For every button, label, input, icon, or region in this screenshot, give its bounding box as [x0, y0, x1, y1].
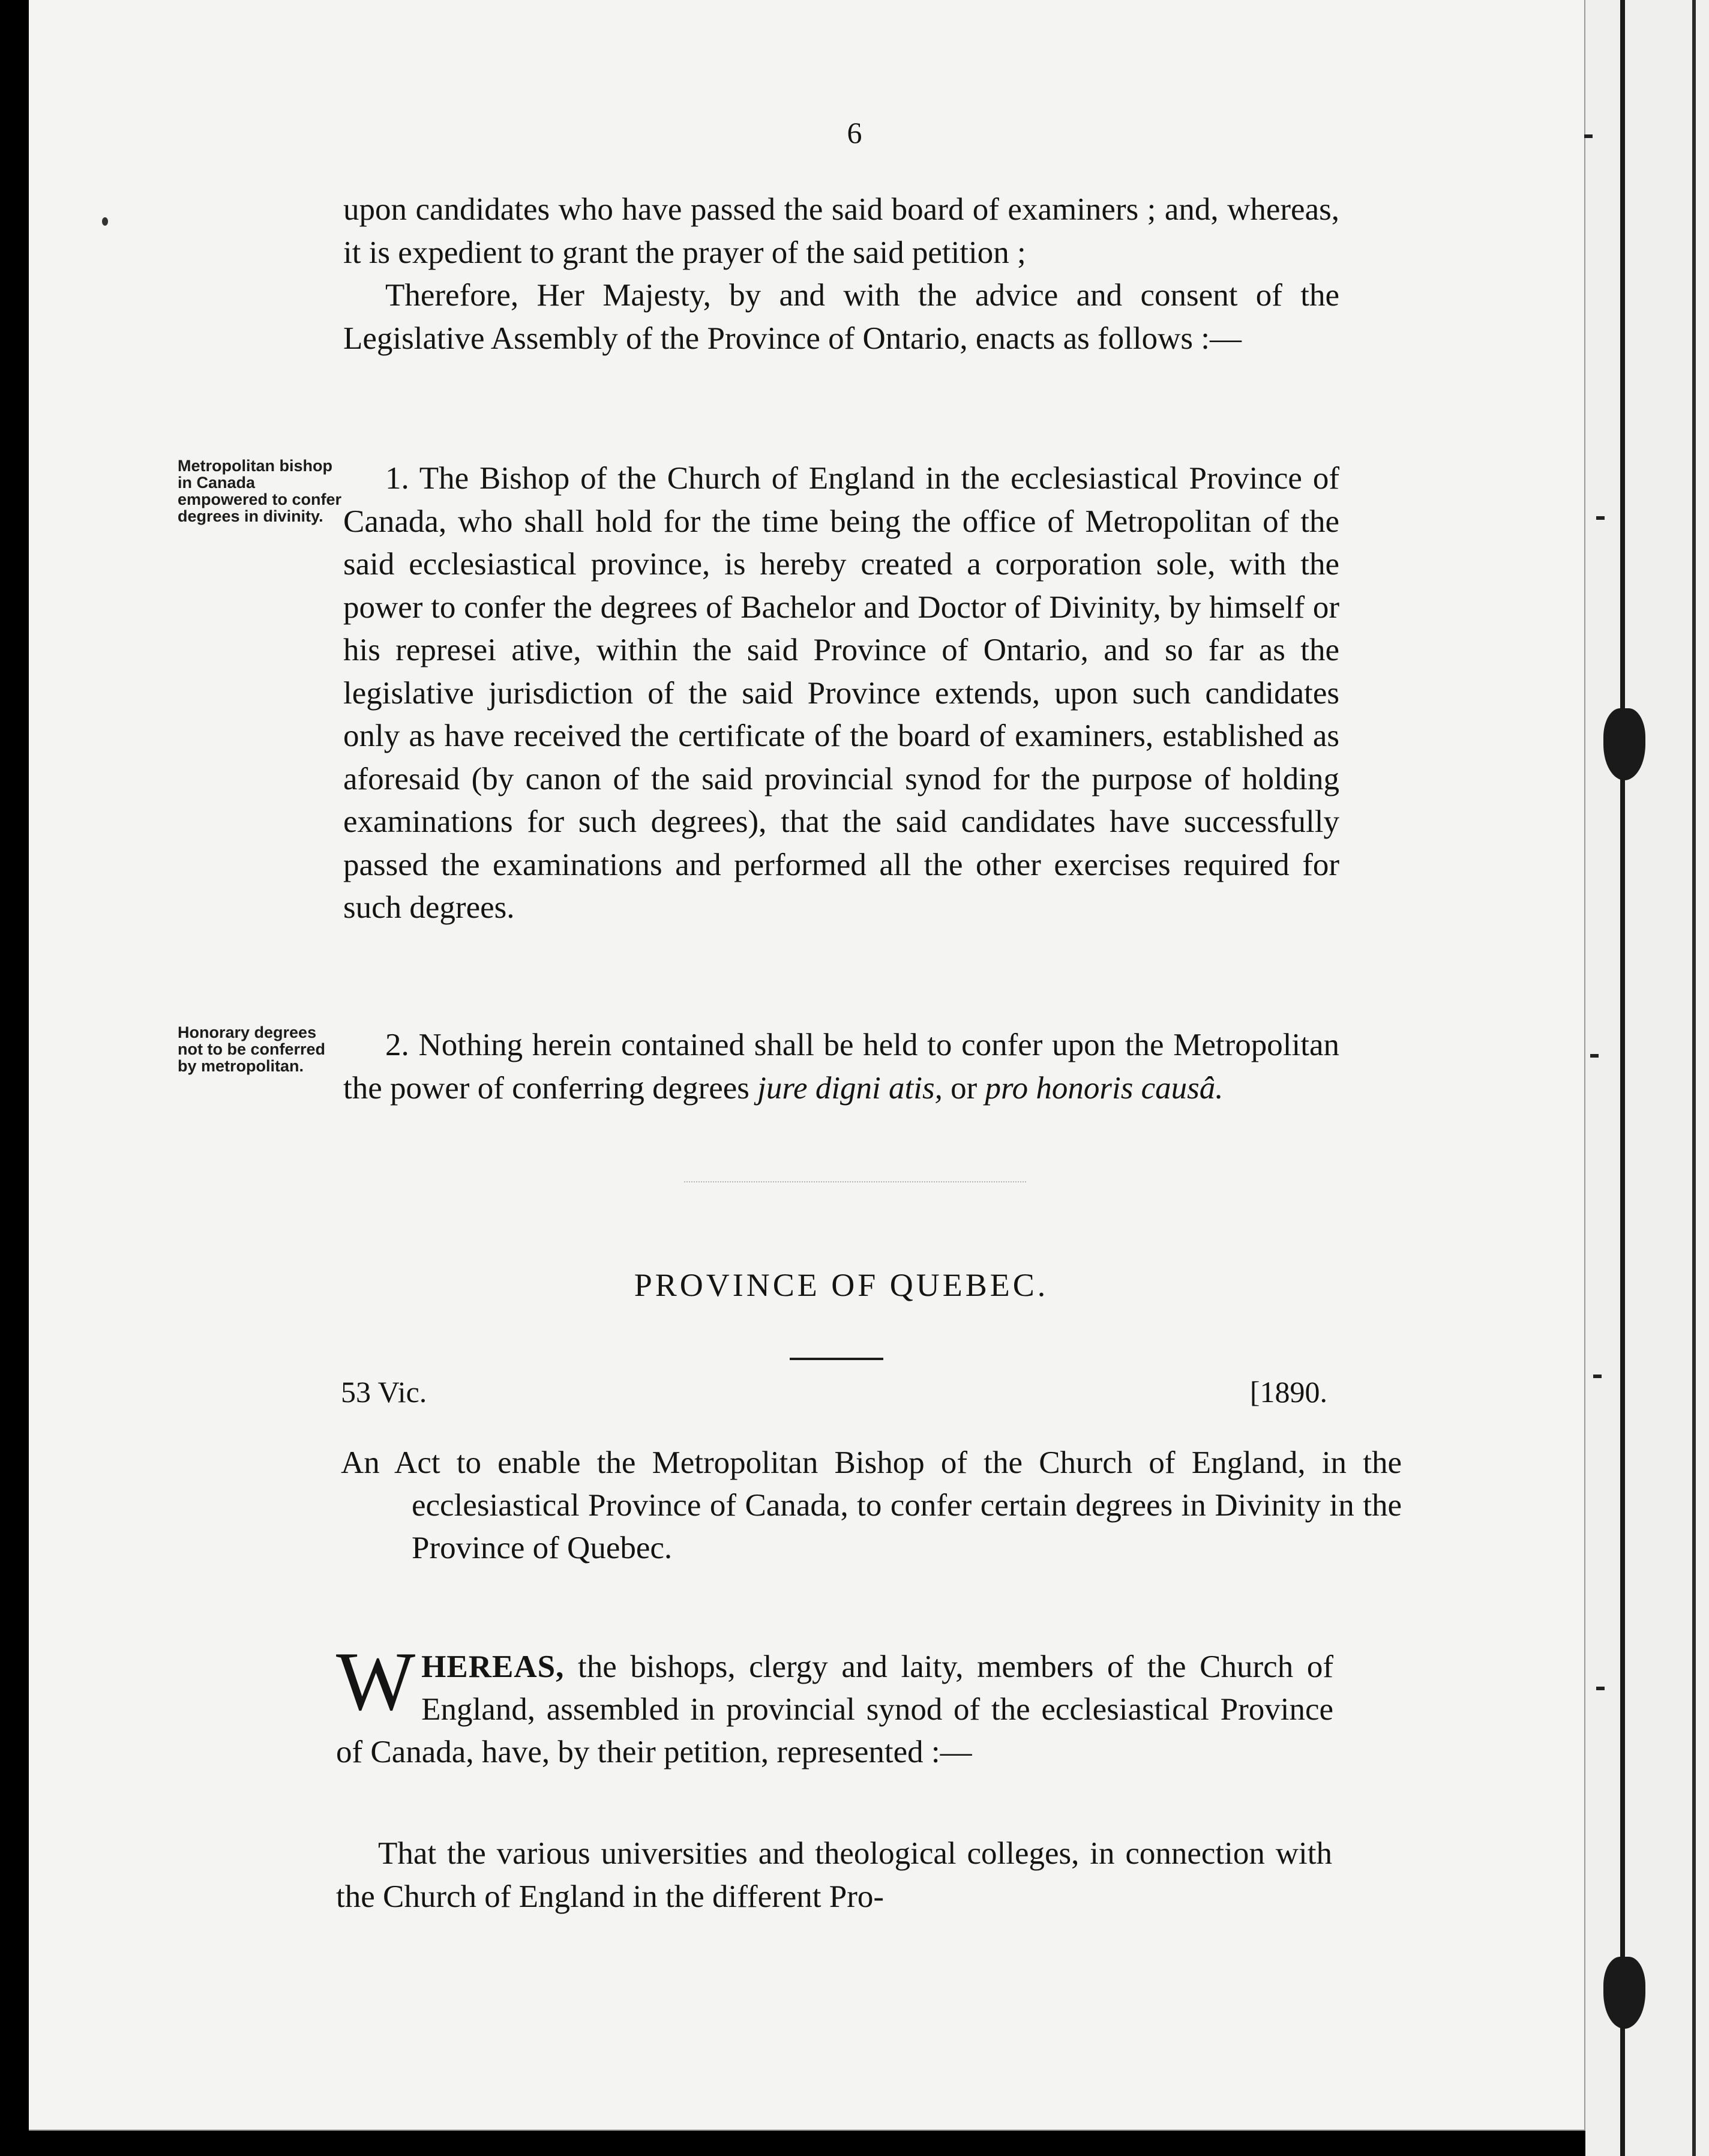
binding-edge-line-outer — [1692, 0, 1696, 2156]
preamble — [343, 188, 1339, 360]
whereas-first-word: HEREAS, — [421, 1649, 565, 1684]
regnal-year: 53 Vic. — [341, 1375, 427, 1409]
whereas-paragraph — [336, 1635, 1333, 1774]
page-number: 6 — [847, 116, 862, 149]
scan-speck — [102, 217, 108, 226]
heading-rule — [790, 1358, 883, 1360]
edge-mark — [1596, 516, 1605, 520]
section-2-text: 2. Nothing herein contained shall be held to confer upon the Metropolitan the power of conferring degrees jure digni atis, or pro honoris causâ. — [343, 1028, 1339, 1106]
section-divider — [684, 1181, 1026, 1182]
edge-mark — [1584, 134, 1593, 138]
section-1-text: 1. The Bishop of the Church of England in the ecclesiastical Province of Canada, who shall hold for the time being the office of Metropolitan of the said ecclesiastical province, is hereby created a corporation sole, with the power to confer the degrees of Bachelor and Doctor of Divinity, by himself or his represei ative, within the said Province of Ontario, and so far as the legislative jurisdiction of the said Province extends, upon such candidates only as have received the certificate of the board of examiners, established as aforesaid (by canon of the said provincial synod for the purpose of holding examinations for such degrees), that the said candidates have successfully passed the examinations and performed all the other exercises required for such degrees. — [343, 461, 1339, 925]
whereas-text: the bishops, clergy and laity, members of the Church of England, assembled in provincial synod of the ecclesiastical Province of Canada, have, by their petition, represented :— — [336, 1649, 1333, 1769]
edge-mark — [1590, 1054, 1599, 1058]
binding-blot — [1603, 708, 1645, 780]
act-citation — [341, 1375, 1327, 1409]
section-2 — [343, 1024, 1339, 1110]
marginal-note: Metropolitan bishop in Canada empowered to confer degrees in divinity. — [178, 457, 342, 525]
edge-mark — [1593, 1375, 1602, 1378]
act-title: An Act to enable the Metropolitan Bishop of the Church of England, in the ecclesiastical Province of Canada, to confer certain degrees in Divinity in the Province of Quebec. — [341, 1445, 1402, 1565]
edge-mark — [1596, 1687, 1605, 1690]
closing-text: That the various universities and theological colleges, in connection with the Church of England in the different Pro- — [336, 1836, 1332, 1914]
section-heading: PROVINCE OF QUEBEC. — [634, 1267, 1049, 1303]
preamble-paragraph: upon candidates who have passed the said board of examiners ; and, whereas, it is expedient to grant the prayer of the said petition ; — [343, 192, 1339, 270]
marginal-note: Honorary degrees not to be conferred by metropolitan. — [178, 1023, 326, 1075]
binding-edge-line — [1620, 0, 1625, 2156]
closing-paragraph — [336, 1832, 1332, 1918]
drop-cap: W — [336, 1635, 416, 1728]
binding-edge — [1585, 0, 1709, 2156]
act-year: [1890. — [1249, 1375, 1327, 1409]
enacting-clause: Therefore, Her Majesty, by and with the advice and consent of the Legislative Assembly of the Province of Ontario, enacts as follows :— — [343, 278, 1339, 356]
binding-blot — [1603, 1957, 1645, 2029]
section-1 — [343, 457, 1339, 930]
